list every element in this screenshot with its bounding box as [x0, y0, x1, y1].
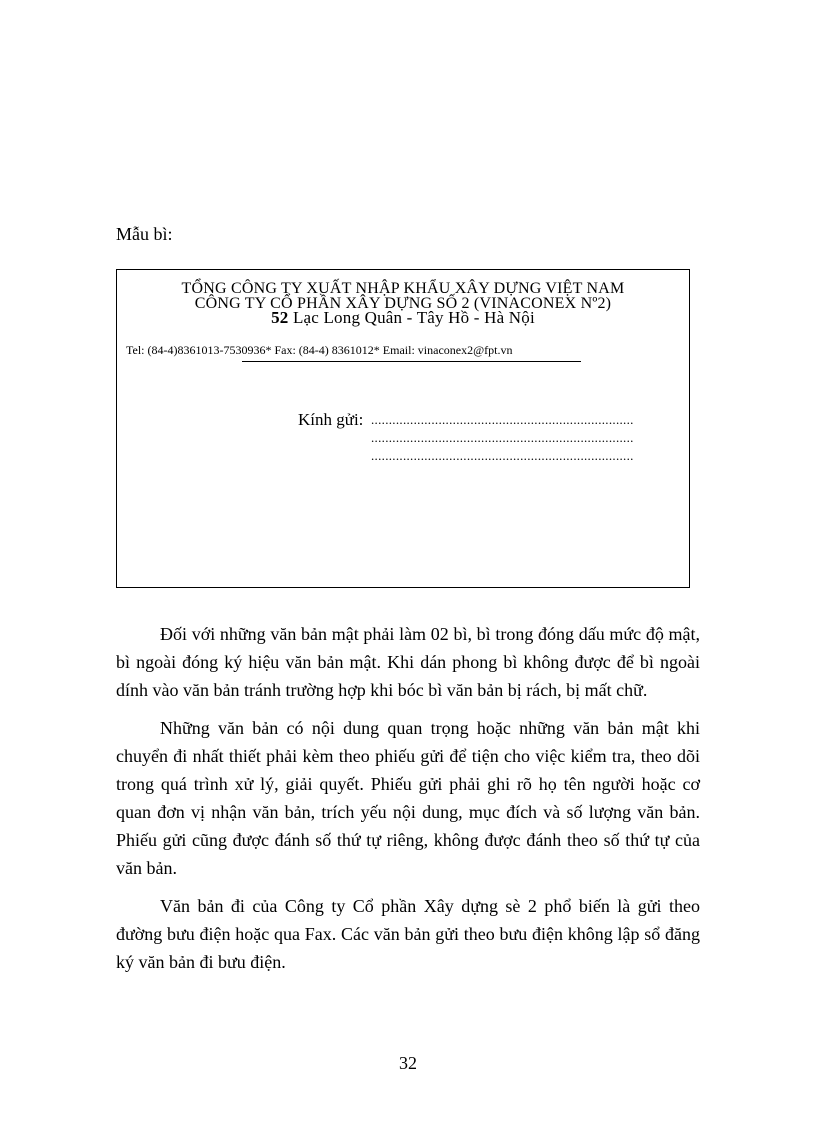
address-number: 52 [271, 308, 289, 327]
page-number: 32 [399, 1053, 417, 1073]
paragraph-confidential-envelopes: Đối với những văn bản mật phải làm 02 bì, bì trong đóng dấu mức độ mật, bì ngoài đóng ký hiệu văn bản mật. Khi dán phong bì không được để bì ngoài dính vào văn bản tránh trường hợp khi bóc bì văn bản bị rách, bị mất chữ. [116, 624, 700, 700]
recipient-dotted-line-3: .......................................................................... [371, 448, 634, 463]
contact-underline [242, 361, 581, 362]
envelope-address [117, 310, 689, 326]
envelope-contact-line: Tel: (84-4)8361013-7530936* Fax: (84-4) 8361012* Email: vinaconex2@fpt.vn [126, 343, 513, 357]
body-text [116, 620, 700, 986]
envelope-header-company: CÔNG TY CỔ PHẦN XÂY DỰNG SỐ 2 (VINACONEX Nº2) [194, 295, 612, 312]
address-street: Lạc Long Quân - Tây Hồ - Hà Nội [292, 308, 535, 327]
recipient-dotted-line-2: .......................................................................... [371, 430, 634, 445]
envelope-sample [116, 269, 690, 588]
paragraph-dispatch-slip: Những văn bản có nội dung quan trọng hoặc những văn bản mật khi chuyển đi nhất thiết phải kèm theo phiếu gửi để tiện cho việc kiểm tra, theo dõi trong quá trình xử lý, giải quyết. Phiếu gửi phải ghi rõ họ tên người hoặc cơ quan đơn vị nhận văn bản, trích yếu nội dung, mục đích và số lượng văn bản. Phiếu gửi cũng được đánh số thứ tự riêng, không được đánh theo số thứ tự của văn bản. [116, 718, 700, 878]
sample-caption: Mẫu bì: [116, 224, 173, 244]
paragraph-sending-methods: Văn bản đi của Công ty Cổ phần Xây dựng sè 2 phổ biến là gửi theo đường bưu điện hoặc qua Fax. Các văn bản gửi theo bưu điện không lập sổ đăng ký văn bản đi bưu điện. [116, 896, 700, 972]
recipient-dotted-line-1: .......................................................................... [371, 412, 634, 427]
recipient-label: Kính gửi: [298, 410, 364, 429]
envelope-header-corporation: TỔNG CÔNG TY XUẤT NHẬP KHẨU XÂY DỰNG VIỆT NAM [181, 280, 625, 297]
